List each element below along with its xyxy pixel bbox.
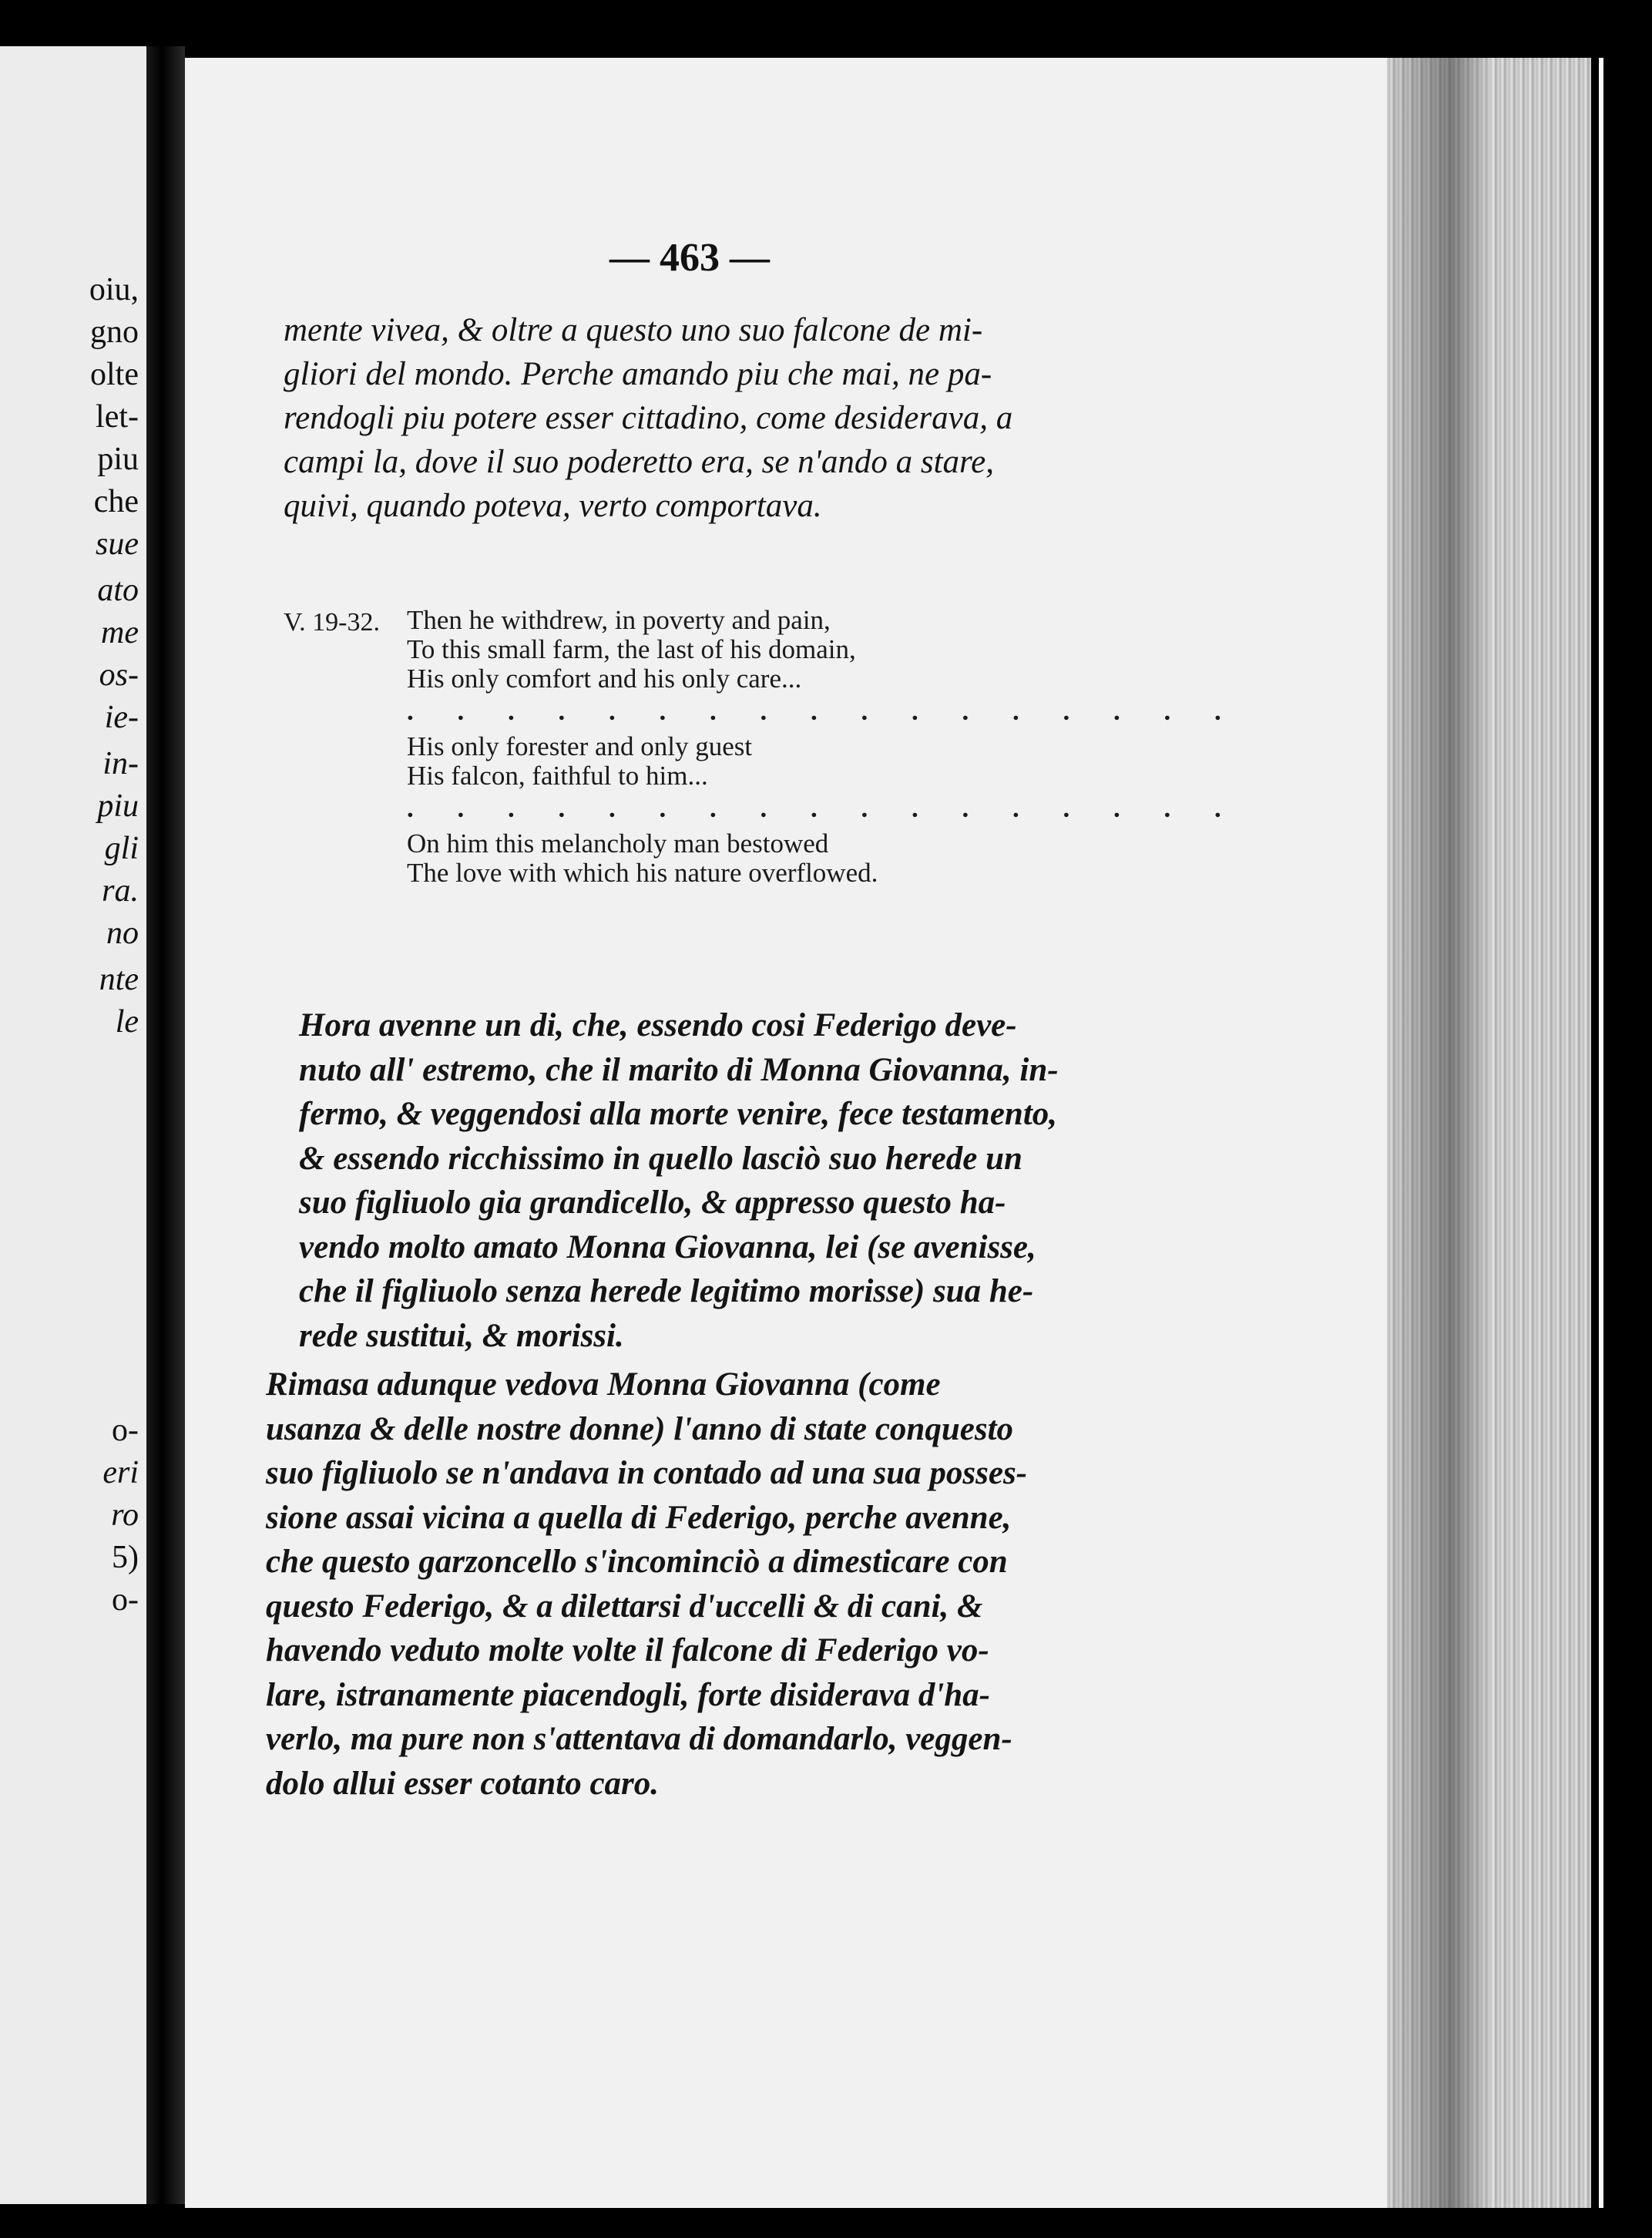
left-page-fragment: le (115, 1004, 139, 1040)
left-page-fragment: che (93, 484, 139, 519)
text-line: lare, istranamente piacendogli, forte disiderava d'ha- (266, 1676, 990, 1713)
page-number: — 463 — (609, 236, 770, 280)
left-page-fragment: o- (112, 1413, 139, 1448)
verse-line: His only forester and only guest (407, 731, 753, 761)
english-verse (407, 606, 1240, 888)
text-line: rendogli piu potere esser cittadino, come desiderava, a (284, 400, 1013, 436)
text-line: che il figliuolo senza herede legitimo morisse) sua he- (299, 1273, 1034, 1309)
left-page-fragment: in- (102, 746, 139, 781)
verse-line: To this small farm, the last of his domain, (407, 634, 856, 664)
left-page-fragment: ro (111, 1497, 139, 1533)
text-line: rede sustitui, & morissi. (299, 1317, 624, 1354)
text-line: fermo, & veggendosi alla morte venire, fece testamento, (299, 1096, 1058, 1132)
text-line: verlo, ma pure non s'attentava di domandarlo, veggen- (266, 1721, 1012, 1757)
italian-passage-second (266, 1363, 1085, 1806)
text-line: suo figliuolo se n'andava in contado ad una sua posses- (266, 1455, 1027, 1491)
left-page-fragment: piu (97, 788, 139, 824)
left-page-fragment: no (106, 916, 139, 951)
text-line: sione assai vicina a quella di Federigo, perche avenne, (266, 1499, 1012, 1536)
ellipsis-row: . . . . . . . . . . . . . . . . . (407, 793, 1240, 823)
text-line: vendo molto amato Monna Giovanna, lei (se avenisse, (299, 1228, 1036, 1265)
left-page-fragment: 5) (112, 1540, 139, 1575)
italian-passage-top (284, 308, 1099, 528)
text-line: campi la, dove il suo poderetto era, se n'ando a stare, (284, 444, 995, 480)
left-page-fragment: gli (104, 831, 139, 866)
text-line: quivi, quando poteva, verto comportava. (284, 488, 822, 524)
text-line: dolo allui esser cotanto caro. (266, 1765, 660, 1802)
book-gutter (146, 46, 185, 2204)
left-facing-page (0, 46, 146, 2204)
left-page-fragment: os- (99, 657, 139, 693)
left-page-fragment: piu (97, 442, 139, 477)
verse-line: On him this melancholy man bestowed (407, 828, 829, 859)
text-line: questo Federigo, & a dilettarsi d'uccelli & di cani, & (266, 1588, 983, 1625)
left-page-fragment: gno (90, 314, 139, 350)
left-page-fragment: sue (96, 526, 139, 562)
italian-passage-main (299, 1003, 1085, 1358)
text-line: che questo garzoncello s'incominciò a dimesticare con (266, 1544, 1008, 1580)
ellipsis-row: . . . . . . . . . . . . . . . . . (407, 696, 1240, 726)
left-page-fragment: let- (96, 399, 139, 435)
page-edge-highlight (1599, 58, 1603, 2208)
left-page-fragment: ato (97, 573, 139, 608)
text-line: Hora avenne un di, che, essendo cosi Federigo deve- (299, 1007, 1017, 1043)
text-line: usanza & delle nostre donne) l'anno di state conquesto (266, 1410, 1014, 1447)
text-line: suo figliuolo gia grandicello, & appresso questo ha- (299, 1185, 1006, 1221)
text-line: havendo veduto molte volte il falcone di Federigo vo- (266, 1632, 989, 1668)
verse-line: His falcon, faithful to him... (407, 761, 708, 791)
text-line: mente vivea, & oltre a questo uno suo falcone de mi- (284, 312, 983, 348)
left-page-fragment: me (101, 615, 139, 650)
left-page-fragment: ie- (104, 700, 139, 735)
page-edge-shadow (1387, 58, 1495, 2208)
left-page-fragment: nte (99, 962, 139, 997)
text-line: & essendo ricchissimo in quello lasciò suo herede un (299, 1140, 1022, 1177)
text-line: nuto all' estremo, che il marito di Monna Giovanna, in- (299, 1051, 1059, 1088)
left-page-fragment: eri (102, 1455, 139, 1490)
verse-line: Then he withdrew, in poverty and pain, (407, 605, 831, 635)
text-line: Rimasa adunque vedova Monna Giovanna (come (266, 1366, 941, 1403)
verse-line: The love with which his nature overflowed. (407, 858, 878, 888)
left-page-fragment: ra. (102, 873, 139, 909)
verse-reference: V. 19-32. (284, 608, 380, 637)
text-line: gliori del mondo. Perche amando piu che mai, ne pa- (284, 356, 992, 392)
left-page-fragment: o- (112, 1582, 139, 1618)
left-page-fragment: oiu, (89, 272, 139, 307)
verse-line: His only comfort and his only care... (407, 664, 802, 694)
left-page-fragment: olte (90, 357, 139, 392)
